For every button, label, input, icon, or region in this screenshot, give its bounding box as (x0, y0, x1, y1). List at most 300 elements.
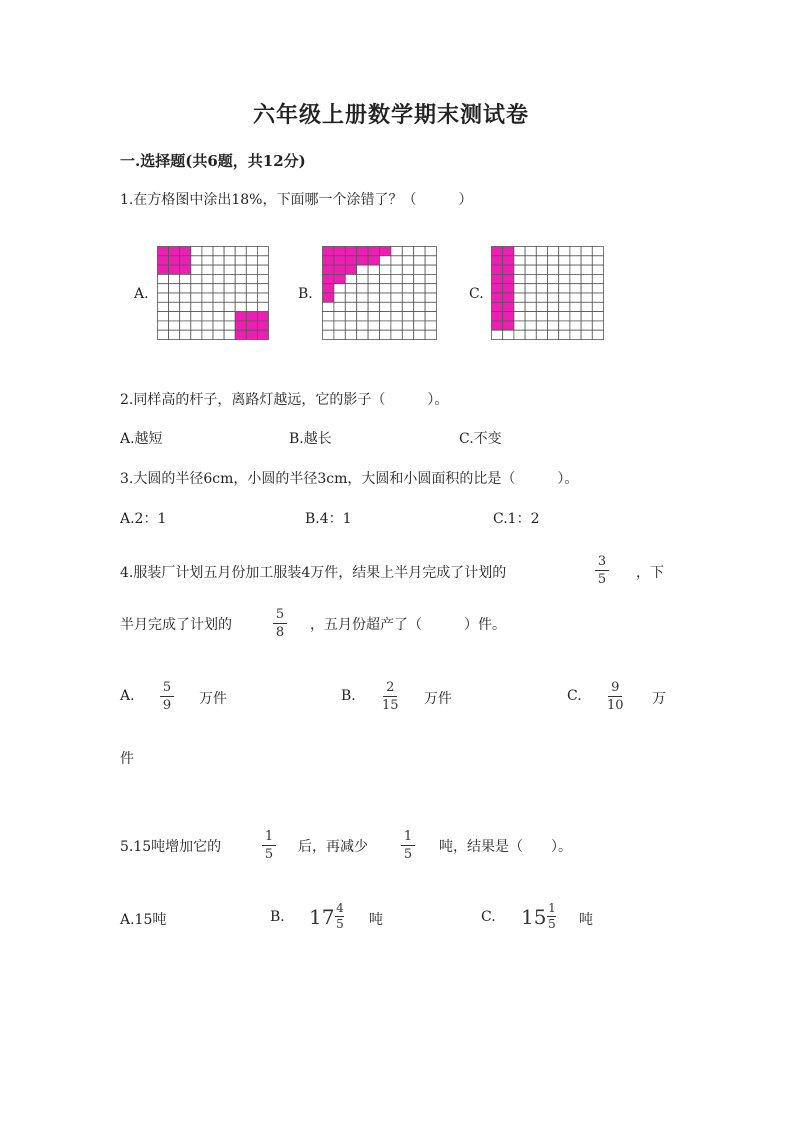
grid-cell-filled (492, 247, 503, 256)
grid-cell (224, 256, 235, 265)
grid-cell (191, 256, 202, 265)
grid-cell (169, 330, 180, 339)
grid-cell-filled (246, 321, 257, 330)
q4-option-c-fraction (607, 680, 624, 713)
q5-fraction-one-fifth-a (262, 829, 276, 862)
grid-cell (536, 256, 547, 265)
grid-cell (425, 293, 436, 302)
grid-cell (548, 265, 559, 274)
grid-cell (246, 293, 257, 302)
grid-cell-filled (503, 284, 514, 293)
question-4-text-part2: ，下 (636, 565, 664, 581)
grid-cell-filled (334, 256, 345, 265)
grid-cell (414, 247, 425, 256)
denominator: 15 (382, 698, 399, 713)
grid-cell (357, 284, 368, 293)
question-5-text-part2: 后，再减少 (298, 839, 368, 855)
fraction-bar (608, 696, 622, 697)
grid-cell (536, 284, 547, 293)
grid-cell (169, 312, 180, 321)
grid-cell (169, 274, 180, 283)
grid-cell (202, 293, 213, 302)
grid-cell (592, 302, 603, 311)
grid-cell (514, 302, 525, 311)
grid-cell (368, 265, 379, 274)
grid-cell (548, 302, 559, 311)
grid-cell (257, 265, 268, 274)
grid-cell-filled (368, 247, 379, 256)
q1-option-c-label: C. (469, 286, 484, 302)
grid-cell (191, 293, 202, 302)
grid-cell (525, 284, 536, 293)
grid-cell (334, 293, 345, 302)
grid-cell (202, 312, 213, 321)
q2-option-c: C.不变 (459, 431, 502, 447)
grid-cell (368, 321, 379, 330)
grid-cell (514, 293, 525, 302)
grid-cell (224, 247, 235, 256)
grid-cell (158, 293, 169, 302)
grid-cell (380, 302, 391, 311)
grid-cell (391, 321, 402, 330)
grid-cell (548, 284, 559, 293)
grid-cell-filled (503, 302, 514, 311)
grid-cell (224, 265, 235, 274)
grid-cell (224, 321, 235, 330)
grid-cell (246, 265, 257, 274)
grid-cell-filled (380, 247, 391, 256)
grid-cell (158, 302, 169, 311)
grid-cell (380, 312, 391, 321)
q4-option-c-unit: 万 (652, 691, 666, 707)
grid-cell (559, 302, 570, 311)
grid-cell (391, 247, 402, 256)
grid-cell (525, 293, 536, 302)
grid-cell (425, 247, 436, 256)
grid-cell (224, 284, 235, 293)
grid-cell (536, 247, 547, 256)
grid-cell (334, 330, 345, 339)
denominator: 5 (403, 847, 413, 862)
grid-cell (235, 284, 246, 293)
grid-cell (503, 330, 514, 339)
grid-cell-filled (169, 256, 180, 265)
grid-cell (191, 284, 202, 293)
grid-cell-filled (368, 256, 379, 265)
grid-cell (592, 293, 603, 302)
grid-cell (414, 312, 425, 321)
grid-cell (345, 284, 356, 293)
q5-option-b-unit: 吨 (369, 912, 383, 928)
grid-cell (592, 330, 603, 339)
grid-cell (581, 284, 592, 293)
grid-cell (536, 302, 547, 311)
grid-cell (414, 302, 425, 311)
grid-cell (380, 293, 391, 302)
grid-cell (246, 302, 257, 311)
grid-cell (581, 312, 592, 321)
grid-cell (391, 293, 402, 302)
grid-cell (323, 312, 334, 321)
grid-cell (570, 321, 581, 330)
grid-cell-filled (492, 302, 503, 311)
grid-cell (180, 302, 191, 311)
grid-cell (213, 321, 224, 330)
grid-cell (525, 256, 536, 265)
grid-cell (345, 302, 356, 311)
grid-cell-filled (345, 265, 356, 274)
grid-cell (514, 284, 525, 293)
grid-cell (357, 293, 368, 302)
grid-cell-filled (357, 247, 368, 256)
grid-cell (414, 330, 425, 339)
grid-cell (191, 302, 202, 311)
grid-cell (323, 302, 334, 311)
grid-cell (525, 321, 536, 330)
q5-option-b-mixed-number (309, 902, 344, 931)
q3-option-a: A.2：1 (120, 511, 167, 527)
grid-cell (414, 256, 425, 265)
grid-cell (391, 256, 402, 265)
grid-cell (559, 330, 570, 339)
grid-cell (202, 330, 213, 339)
grid-cell (548, 330, 559, 339)
fraction-bar (273, 623, 287, 624)
grid-cell-filled (158, 256, 169, 265)
grid-cell (414, 284, 425, 293)
denominator: 9 (162, 698, 172, 713)
grid-cell (357, 330, 368, 339)
grid-cell (257, 302, 268, 311)
q1-option-b-grid (322, 246, 437, 340)
grid-cell (368, 293, 379, 302)
fraction-bar (595, 570, 609, 571)
grid-cell-filled (323, 256, 334, 265)
whole-part: 17 (309, 904, 335, 929)
grid-cell (191, 247, 202, 256)
grid-cell-filled (257, 312, 268, 321)
denominator: 5 (548, 917, 556, 931)
grid-cell (224, 274, 235, 283)
grid-cell (224, 302, 235, 311)
grid-cell (425, 284, 436, 293)
grid-cell (213, 302, 224, 311)
grid-cell (368, 302, 379, 311)
grid-cell (391, 330, 402, 339)
grid-cell (257, 284, 268, 293)
grid-cell (158, 312, 169, 321)
grid-cell-filled (323, 274, 334, 283)
grid-cell-filled (235, 330, 246, 339)
q3-option-b: B.4：1 (305, 511, 352, 527)
grid-cell (169, 293, 180, 302)
q4-option-b-unit: 万件 (424, 691, 452, 707)
grid-cell (402, 312, 413, 321)
question-2-text: 2.同样高的杆子，离路灯越远，它的影子（ ）。 (120, 392, 449, 408)
fraction-part (547, 902, 556, 931)
grid-cell (391, 302, 402, 311)
grid-cell (536, 274, 547, 283)
grid-cell (380, 330, 391, 339)
grid-cell (202, 247, 213, 256)
grid-cell (548, 274, 559, 283)
numerator: 1 (264, 829, 274, 844)
grid-cell (402, 302, 413, 311)
grid-cell (559, 312, 570, 321)
denominator: 10 (607, 698, 624, 713)
grid-cell (414, 293, 425, 302)
grid-cell (581, 321, 592, 330)
grid-cell (559, 265, 570, 274)
grid-cell (592, 256, 603, 265)
grid-cell (323, 321, 334, 330)
grid-cell (235, 293, 246, 302)
grid-cell (246, 274, 257, 283)
grid-cell (402, 293, 413, 302)
grid-cell (391, 284, 402, 293)
grid-cell-filled (323, 284, 334, 293)
grid-cell (425, 256, 436, 265)
q2-option-a: A.越短 (120, 431, 163, 447)
grid-cell (425, 330, 436, 339)
grid-cell (581, 302, 592, 311)
grid-cell (202, 274, 213, 283)
grid-cell (202, 321, 213, 330)
grid-cell-filled (345, 247, 356, 256)
numerator: 1 (548, 901, 556, 915)
q5-option-a: A.15吨 (120, 912, 167, 928)
grid-cell (391, 265, 402, 274)
grid-cell (257, 247, 268, 256)
grid-cell (425, 321, 436, 330)
question-5-text-part3: 吨，结果是（ ）。 (439, 839, 572, 855)
q4-option-c-label: C. (567, 688, 582, 704)
grid-cell (180, 293, 191, 302)
grid-cell (391, 312, 402, 321)
grid-cell (536, 265, 547, 274)
grid-cell-filled (235, 312, 246, 321)
grid-cell (402, 256, 413, 265)
q4-fraction-three-fifths (595, 554, 609, 587)
grid-cell (592, 321, 603, 330)
q5-fraction-one-fifth-b (401, 829, 415, 862)
grid-cell-filled (180, 247, 191, 256)
grid-cell (592, 274, 603, 283)
grid-cell (536, 330, 547, 339)
grid-cell (345, 293, 356, 302)
grid-cell (559, 247, 570, 256)
grid-cell (525, 312, 536, 321)
grid-cell (525, 247, 536, 256)
q1-option-b-label: B. (298, 286, 313, 302)
grid-cell (592, 284, 603, 293)
grid-cell (202, 265, 213, 274)
grid-cell (368, 284, 379, 293)
grid-cell (570, 247, 581, 256)
grid-cell (224, 312, 235, 321)
grid-cell (191, 312, 202, 321)
grid-cell (570, 293, 581, 302)
grid-cell-filled (357, 256, 368, 265)
grid-cell (402, 274, 413, 283)
grid-cell (235, 256, 246, 265)
question-4-text-part4: ，五月份超产了（ ）件。 (310, 617, 506, 633)
q4-option-a-label: A. (120, 688, 135, 704)
denominator: 8 (275, 625, 285, 640)
grid-cell (380, 274, 391, 283)
grid-cell (257, 274, 268, 283)
grid-cell (235, 247, 246, 256)
q4-fraction-five-eighths (273, 607, 287, 640)
grid-cell (323, 330, 334, 339)
grid-cell (536, 321, 547, 330)
grid-cell (345, 312, 356, 321)
grid-cell (368, 330, 379, 339)
grid-cell (235, 265, 246, 274)
grid-cell (525, 265, 536, 274)
fraction-part (335, 902, 344, 931)
grid-cell (514, 256, 525, 265)
q2-option-b: B.越长 (289, 431, 332, 447)
numerator: 5 (275, 607, 285, 622)
question-3-text: 3.大圆的半径6cm，小圆的半径3cm，大圆和小圆面积的比是（ ）。 (120, 471, 579, 487)
grid-cell (559, 284, 570, 293)
grid-cell (414, 321, 425, 330)
grid-cell (345, 321, 356, 330)
grid-cell-filled (257, 330, 268, 339)
grid-cell (581, 247, 592, 256)
grid-cell (570, 274, 581, 283)
grid-cell (202, 256, 213, 265)
grid-cell (414, 265, 425, 274)
grid-cell (380, 321, 391, 330)
grid-cell (525, 274, 536, 283)
grid-cell (169, 284, 180, 293)
grid-cell (180, 284, 191, 293)
q1-option-a-grid (157, 246, 269, 340)
grid-cell (581, 256, 592, 265)
grid-cell (581, 330, 592, 339)
grid-cell (559, 321, 570, 330)
grid-cell (158, 284, 169, 293)
numerator: 9 (611, 680, 620, 695)
grid-cell-filled (492, 256, 503, 265)
grid-cell-filled (180, 256, 191, 265)
grid-cell-filled (492, 312, 503, 321)
grid-cell (548, 247, 559, 256)
grid-cell (570, 284, 581, 293)
grid-cell-filled (323, 293, 334, 302)
grid-cell (425, 302, 436, 311)
grid-cell-filled (492, 321, 503, 330)
grid-cell (570, 302, 581, 311)
grid-cell (548, 312, 559, 321)
denominator: 5 (264, 847, 274, 862)
grid-cell (213, 312, 224, 321)
grid-cell (570, 265, 581, 274)
grid-cell (380, 284, 391, 293)
grid-cell (213, 293, 224, 302)
grid-cell (391, 274, 402, 283)
grid-cell (514, 247, 525, 256)
numerator: 4 (336, 901, 344, 915)
numerator: 5 (162, 680, 172, 695)
q4-option-a-unit: 万件 (199, 691, 227, 707)
fraction-bar (160, 696, 174, 697)
grid-cell-filled (169, 265, 180, 274)
grid-cell-filled (257, 321, 268, 330)
grid-cell (202, 284, 213, 293)
grid-cell (191, 274, 202, 283)
grid-cell (570, 312, 581, 321)
grid-cell-filled (180, 265, 191, 274)
grid-cell (536, 293, 547, 302)
grid-cell (357, 274, 368, 283)
grid-cell (514, 265, 525, 274)
grid-cell-filled (334, 265, 345, 274)
q4-option-b-label: B. (341, 688, 356, 704)
grid-cell (169, 302, 180, 311)
grid-cell (191, 265, 202, 274)
grid-cell (257, 256, 268, 265)
numerator: 2 (386, 680, 395, 695)
grid-cell (368, 312, 379, 321)
grid-cell (158, 330, 169, 339)
q1-option-c-grid (491, 246, 604, 340)
grid-cell (402, 330, 413, 339)
grid-cell (514, 330, 525, 339)
grid-cell (570, 256, 581, 265)
grid-cell (581, 274, 592, 283)
grid-cell (202, 302, 213, 311)
grid-cell (514, 312, 525, 321)
q5-option-c-label: C. (481, 909, 496, 925)
grid-cell (425, 274, 436, 283)
grid-cell (514, 321, 525, 330)
grid-cell (402, 284, 413, 293)
grid-cell (525, 302, 536, 311)
grid-cell (581, 265, 592, 274)
page-title: 六年级上册数学期末测试卷 (253, 102, 530, 128)
grid-cell (180, 330, 191, 339)
grid-cell (191, 321, 202, 330)
grid-cell (402, 247, 413, 256)
grid-cell (514, 274, 525, 283)
grid-cell (235, 302, 246, 311)
grid-cell (380, 265, 391, 274)
grid-cell (213, 284, 224, 293)
grid-cell (334, 321, 345, 330)
q5-option-c-mixed-number (521, 902, 556, 931)
q5-option-c-unit: 吨 (579, 912, 593, 928)
numerator: 3 (597, 554, 607, 569)
grid-cell-filled (503, 274, 514, 283)
grid-cell (191, 330, 202, 339)
fraction-bar (401, 845, 415, 846)
grid-cell (334, 284, 345, 293)
grid-cell (380, 256, 391, 265)
grid-cell (536, 312, 547, 321)
grid-cell (246, 247, 257, 256)
grid-cell (402, 321, 413, 330)
grid-cell-filled (492, 293, 503, 302)
grid-cell-filled (235, 321, 246, 330)
q1-option-a-label: A. (134, 286, 149, 302)
grid-cell-filled (503, 247, 514, 256)
grid-cell-filled (323, 265, 334, 274)
grid-cell (592, 247, 603, 256)
grid-cell (492, 330, 503, 339)
